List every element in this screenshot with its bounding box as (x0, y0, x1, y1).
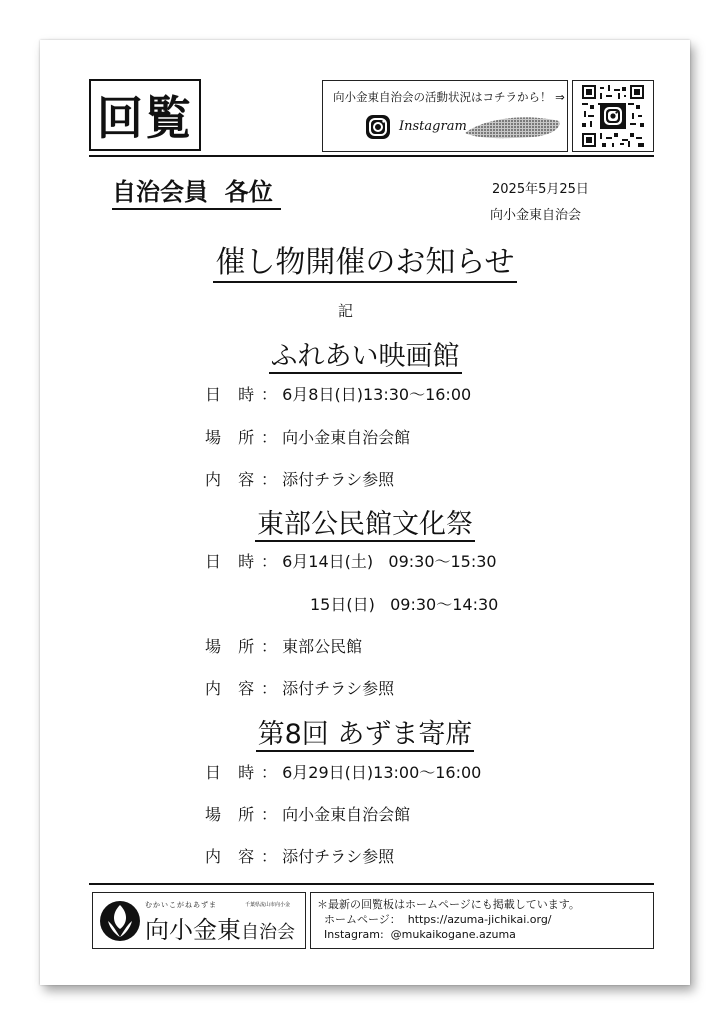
issuer: 向小金東自治会 (490, 208, 582, 223)
association-logo-box (92, 892, 306, 949)
event-place: 場 所： 向小金東自治会館 (205, 428, 411, 447)
event-content: 内 容： 添付チラシ参照 (205, 470, 395, 489)
instagram-banner[interactable] (322, 80, 568, 152)
event-title: 東部公民館文化祭 (257, 509, 473, 540)
event-datetime: 日 時： 6月29日(日)13:00～16:00 (205, 763, 482, 782)
page-title: 催し物開催のお知らせ (40, 237, 690, 281)
instagram-wordmark: Instagram (399, 119, 467, 134)
instagram-icon (365, 114, 391, 140)
footer-note: ＊最新の回覧板はホームページにも掲載しています。 (317, 898, 580, 911)
recipients: 自治会員 各位 (112, 172, 281, 210)
homepage-link[interactable]: ホームページ： https://azuma-jichikai.org/ (317, 913, 552, 926)
qr-code-icon (582, 85, 644, 147)
instagram-handle[interactable]: Instagram: @mukaikogane.azuma (317, 928, 516, 941)
instagram-photo-thumbnail (463, 111, 563, 141)
instagram-note: 向小金東自治会の活動状況はコチラから！ ⇒ (333, 90, 565, 104)
event-place: 場 所： 東部公民館 (205, 637, 363, 656)
event-datetime: 日 時： 6月14日(土) 09:30～15:30 (205, 552, 497, 571)
event-datetime: 日 時： 6月8日(日)13:30～16:00 (205, 385, 472, 404)
event-place: 場 所： 向小金東自治会館 (205, 805, 411, 824)
contact-info (310, 892, 654, 949)
event-content: 内 容： 添付チラシ参照 (205, 847, 395, 866)
leaf-logo-icon (100, 899, 140, 943)
event-title: ふれあい映画館 (270, 341, 460, 372)
logo-address: 千葉県流山市向小金 (245, 902, 291, 908)
event-content: 内 容： 添付チラシ参照 (205, 679, 395, 698)
logo-name: 向小金東自治会 (145, 916, 295, 944)
ki-marker: 記 (338, 302, 354, 320)
header-rule (89, 155, 654, 157)
issue-date: 2025年5月25日 (492, 182, 589, 197)
qr-code-box[interactable] (572, 80, 654, 152)
kairan-stamp: 回覧 (89, 79, 201, 151)
event-datetime-2: 15日(日) 09:30～14:30 (310, 595, 499, 614)
event-title: 第8回 あずま寄席 (257, 719, 473, 750)
logo-ruby: むかいこがねあずま (145, 901, 217, 909)
footer-rule (89, 883, 654, 885)
circular-sheet (40, 40, 690, 985)
